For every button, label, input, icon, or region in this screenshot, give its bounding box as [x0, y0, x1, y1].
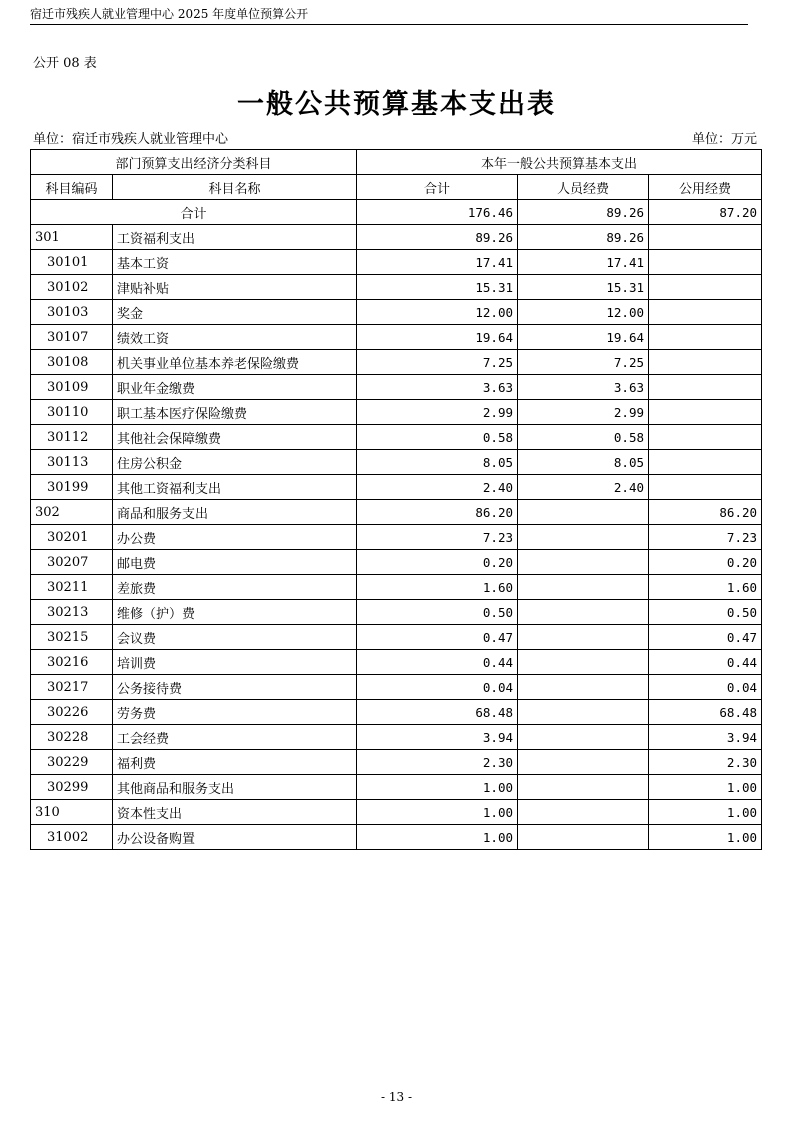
- row-total: 68.48: [357, 700, 518, 725]
- unit-name: 单位：宿迁市残疾人就业管理中心: [33, 132, 229, 147]
- group-header-right: 本年一般公共预算基本支出: [357, 150, 762, 175]
- row-public: [649, 425, 762, 450]
- row-total: 0.47: [357, 625, 518, 650]
- row-name: 基本工资: [113, 250, 357, 275]
- row-total: 1.00: [357, 775, 518, 800]
- total-public: 87.20: [649, 200, 762, 225]
- table-row: [31, 625, 762, 650]
- row-name: 其他工资福利支出: [113, 475, 357, 500]
- row-code: 30201: [31, 525, 113, 550]
- table-row: [31, 750, 762, 775]
- column-header-row: [31, 175, 762, 200]
- table-row: [31, 275, 762, 300]
- table-row: [31, 725, 762, 750]
- row-code: 30110: [31, 400, 113, 425]
- table-row: [31, 475, 762, 500]
- row-code: 30207: [31, 550, 113, 575]
- row-total: 19.64: [357, 325, 518, 350]
- row-code: 30113: [31, 450, 113, 475]
- table-row: [31, 300, 762, 325]
- row-personnel: [518, 650, 649, 675]
- row-code: 30213: [31, 600, 113, 625]
- form-code: 公开 08 表: [33, 56, 97, 71]
- row-personnel: [518, 700, 649, 725]
- row-name: 其他商品和服务支出: [113, 775, 357, 800]
- row-public: [649, 325, 762, 350]
- row-total: 86.20: [357, 500, 518, 525]
- row-name: 公务接待费: [113, 675, 357, 700]
- row-name: 维修（护）费: [113, 600, 357, 625]
- unit-currency: 单位：万元: [691, 132, 757, 147]
- col-header-name: 科目名称: [113, 175, 357, 200]
- row-total: 3.63: [357, 375, 518, 400]
- row-public: [649, 400, 762, 425]
- row-code: 30226: [31, 700, 113, 725]
- row-total: 7.23: [357, 525, 518, 550]
- row-public: [649, 375, 762, 400]
- row-total: 8.05: [357, 450, 518, 475]
- row-code: 30229: [31, 750, 113, 775]
- table-row: [31, 825, 762, 850]
- row-public: 1.00: [649, 825, 762, 850]
- table-row: [31, 675, 762, 700]
- row-name: 工资福利支出: [113, 225, 357, 250]
- row-public: 0.50: [649, 600, 762, 625]
- row-public: 0.44: [649, 650, 762, 675]
- row-code: 30108: [31, 350, 113, 375]
- row-personnel: 19.64: [518, 325, 649, 350]
- row-code: 30107: [31, 325, 113, 350]
- row-public: [649, 225, 762, 250]
- col-header-personnel: 人员经费: [518, 175, 649, 200]
- row-code: 30101: [31, 250, 113, 275]
- row-total: 3.94: [357, 725, 518, 750]
- page-number: - 13 -: [380, 1090, 412, 1104]
- table-row: [31, 375, 762, 400]
- table-row: [31, 425, 762, 450]
- row-name: 福利费: [113, 750, 357, 775]
- row-personnel: 15.31: [518, 275, 649, 300]
- row-total: 1.00: [357, 800, 518, 825]
- total-personnel: 89.26: [518, 200, 649, 225]
- row-total: 15.31: [357, 275, 518, 300]
- row-code: 302: [31, 500, 113, 525]
- row-public: 3.94: [649, 725, 762, 750]
- row-total: 2.99: [357, 400, 518, 425]
- row-name: 绩效工资: [113, 325, 357, 350]
- row-personnel: [518, 600, 649, 625]
- row-personnel: [518, 550, 649, 575]
- row-public: [649, 250, 762, 275]
- row-code: 30112: [31, 425, 113, 450]
- table-row: [31, 575, 762, 600]
- row-code: 30299: [31, 775, 113, 800]
- total-label: 合计: [31, 200, 357, 225]
- table-row: [31, 525, 762, 550]
- row-public: 0.04: [649, 675, 762, 700]
- row-public: 1.60: [649, 575, 762, 600]
- row-code: 31002: [31, 825, 113, 850]
- row-public: [649, 450, 762, 475]
- row-name: 邮电费: [113, 550, 357, 575]
- row-name: 职业年金缴费: [113, 375, 357, 400]
- row-public: 0.47: [649, 625, 762, 650]
- table-row: [31, 250, 762, 275]
- row-total: 1.00: [357, 825, 518, 850]
- row-total: 1.60: [357, 575, 518, 600]
- table-row: [31, 775, 762, 800]
- row-name: 会议费: [113, 625, 357, 650]
- row-personnel: 2.99: [518, 400, 649, 425]
- row-personnel: [518, 500, 649, 525]
- total-row: [31, 200, 762, 225]
- running-header: 宿迁市残疾人就业管理中心 2025 年度单位预算公开: [30, 6, 748, 25]
- row-personnel: [518, 725, 649, 750]
- row-name: 职工基本医疗保险缴费: [113, 400, 357, 425]
- col-header-public: 公用经费: [649, 175, 762, 200]
- table-row: [31, 700, 762, 725]
- table-row: [31, 650, 762, 675]
- row-total: 7.25: [357, 350, 518, 375]
- row-public: 2.30: [649, 750, 762, 775]
- row-name: 机关事业单位基本养老保险缴费: [113, 350, 357, 375]
- col-header-total: 合计: [357, 175, 518, 200]
- row-public: 1.00: [649, 800, 762, 825]
- row-public: 1.00: [649, 775, 762, 800]
- row-personnel: [518, 775, 649, 800]
- table-row: [31, 450, 762, 475]
- row-public: 86.20: [649, 500, 762, 525]
- row-code: 30215: [31, 625, 113, 650]
- row-personnel: 0.58: [518, 425, 649, 450]
- row-personnel: [518, 750, 649, 775]
- row-personnel: 8.05: [518, 450, 649, 475]
- row-total: 0.44: [357, 650, 518, 675]
- row-personnel: 3.63: [518, 375, 649, 400]
- row-name: 住房公积金: [113, 450, 357, 475]
- row-name: 津贴补贴: [113, 275, 357, 300]
- row-code: 310: [31, 800, 113, 825]
- row-total: 89.26: [357, 225, 518, 250]
- row-code: 30216: [31, 650, 113, 675]
- row-name: 工会经费: [113, 725, 357, 750]
- table-row: [31, 225, 762, 250]
- row-total: 0.50: [357, 600, 518, 625]
- row-name: 办公设备购置: [113, 825, 357, 850]
- row-code: 301: [31, 225, 113, 250]
- table-row: [31, 350, 762, 375]
- row-name: 商品和服务支出: [113, 500, 357, 525]
- row-code: 30211: [31, 575, 113, 600]
- row-name: 其他社会保障缴费: [113, 425, 357, 450]
- row-public: 68.48: [649, 700, 762, 725]
- row-total: 12.00: [357, 300, 518, 325]
- table-row: [31, 550, 762, 575]
- group-header-row: [31, 150, 762, 175]
- row-total: 0.58: [357, 425, 518, 450]
- row-total: 0.04: [357, 675, 518, 700]
- col-header-code: 科目编码: [31, 175, 113, 200]
- row-code: 30217: [31, 675, 113, 700]
- table-row: [31, 800, 762, 825]
- row-name: 办公费: [113, 525, 357, 550]
- row-personnel: [518, 625, 649, 650]
- page-title: 一般公共预算基本支出表: [237, 89, 556, 120]
- row-name: 劳务费: [113, 700, 357, 725]
- group-header-left: 部门预算支出经济分类科目: [31, 150, 357, 175]
- row-personnel: [518, 675, 649, 700]
- row-public: [649, 350, 762, 375]
- row-public: [649, 475, 762, 500]
- row-total: 2.40: [357, 475, 518, 500]
- row-public: 7.23: [649, 525, 762, 550]
- row-name: 奖金: [113, 300, 357, 325]
- row-personnel: 12.00: [518, 300, 649, 325]
- row-personnel: 2.40: [518, 475, 649, 500]
- row-total: 2.30: [357, 750, 518, 775]
- row-code: 30199: [31, 475, 113, 500]
- table-body: [31, 200, 762, 850]
- table-row: [31, 500, 762, 525]
- row-personnel: 17.41: [518, 250, 649, 275]
- row-personnel: 89.26: [518, 225, 649, 250]
- row-code: 30228: [31, 725, 113, 750]
- row-code: 30109: [31, 375, 113, 400]
- row-public: [649, 300, 762, 325]
- table-row: [31, 325, 762, 350]
- row-total: 0.20: [357, 550, 518, 575]
- row-name: 培训费: [113, 650, 357, 675]
- row-personnel: [518, 825, 649, 850]
- row-code: 30103: [31, 300, 113, 325]
- row-total: 17.41: [357, 250, 518, 275]
- table-row: [31, 400, 762, 425]
- budget-table: [30, 149, 762, 850]
- row-personnel: [518, 800, 649, 825]
- row-name: 资本性支出: [113, 800, 357, 825]
- row-personnel: 7.25: [518, 350, 649, 375]
- row-name: 差旅费: [113, 575, 357, 600]
- row-code: 30102: [31, 275, 113, 300]
- total-sum: 176.46: [357, 200, 518, 225]
- row-personnel: [518, 525, 649, 550]
- row-personnel: [518, 575, 649, 600]
- table-row: [31, 600, 762, 625]
- row-public: [649, 275, 762, 300]
- row-public: 0.20: [649, 550, 762, 575]
